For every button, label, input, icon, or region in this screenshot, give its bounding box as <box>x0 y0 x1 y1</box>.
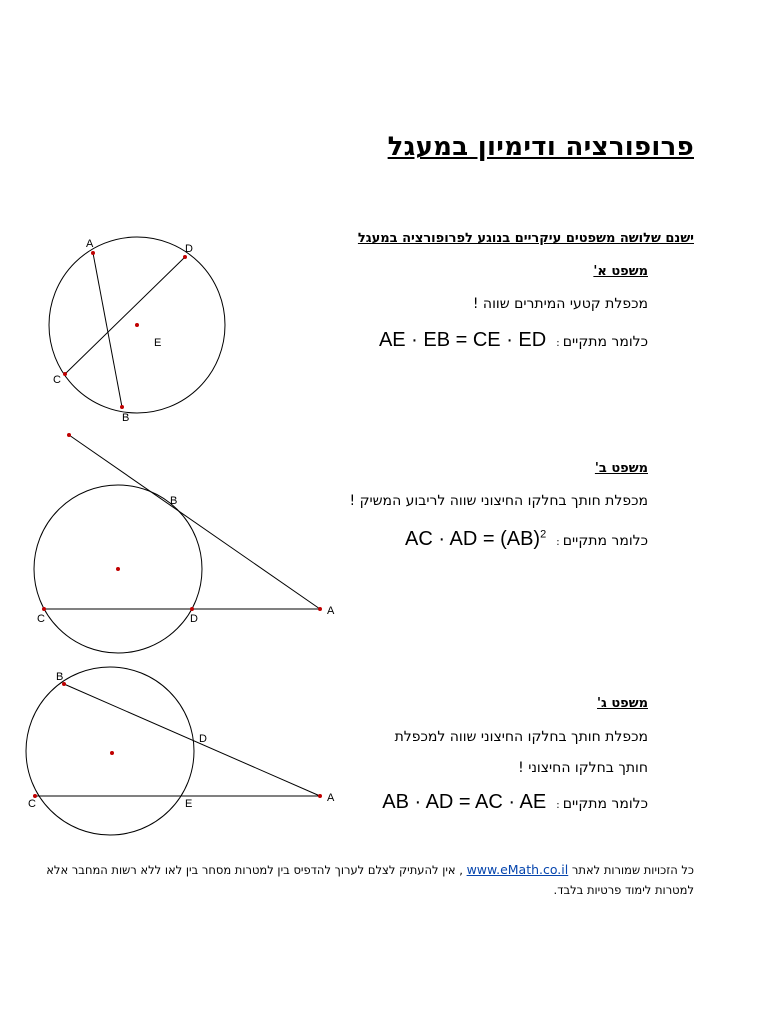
theorem-a-heading: משפט א' <box>593 264 648 279</box>
theorem-b-formula-exponent: 2 <box>540 528 547 541</box>
center-point <box>116 567 120 571</box>
page-title: פרופורציה ודימיון במעגל <box>387 132 694 162</box>
footer-text-2: , אין להעתיק לצלם לערוך להדפיס בין למטרות מסחר בין לאו ללא רשות המחבר אלא למטרות לימוד פרטיות בלבד. <box>46 863 694 897</box>
theorem-a-formula-label: כלומר מתקיים : <box>556 334 648 350</box>
diagram-tangent-secant <box>0 425 350 657</box>
label-a: A <box>327 605 335 617</box>
label-e: E <box>154 337 162 349</box>
label-b: B <box>122 412 130 424</box>
diagram-two-secants <box>0 665 350 845</box>
label-b: B <box>170 495 178 507</box>
label-d: D <box>190 613 198 625</box>
secant-ab <box>64 684 320 796</box>
theorem-b-formula <box>405 528 546 551</box>
theorem-c-statement-line1: מכפלת חותך בחלקו החיצוני שווה למכפלת <box>394 729 648 745</box>
label-c: C <box>53 374 61 386</box>
point-a <box>91 251 95 255</box>
theorem-b-formula-label: כלומר מתקיים : <box>556 533 648 549</box>
chord-ab <box>93 253 122 407</box>
theorem-c-formula-row <box>382 791 648 814</box>
label-b: B <box>56 671 64 683</box>
center-point <box>135 323 139 327</box>
point-d <box>190 607 194 611</box>
tangent-end-point <box>67 433 71 437</box>
label-c: C <box>28 798 36 810</box>
emath-link[interactable]: www.eMath.co.il <box>466 862 569 877</box>
point-c <box>63 372 67 376</box>
center-point <box>110 751 114 755</box>
theorem-c-heading: משפט ג' <box>597 696 648 711</box>
diagram-intersecting-chords <box>0 230 260 430</box>
footer-text-1: כל הזכויות שמורות לאתר <box>571 863 694 877</box>
theorem-a-formula: AE · EB = CE · ED <box>378 329 547 351</box>
label-a: A <box>86 238 94 250</box>
theorem-a-formula-row <box>379 329 648 352</box>
theorem-c-formula: AB · AD = AC · AE <box>382 791 547 813</box>
point-b <box>120 405 124 409</box>
label-d: D <box>199 733 207 745</box>
theorem-b-formula-row <box>405 528 648 551</box>
point-a <box>318 607 322 611</box>
label-e: E <box>185 798 193 810</box>
chord-cd <box>65 257 185 374</box>
theorem-c-statement-line2: חותך בחלקו החיצוני ! <box>518 760 648 776</box>
theorem-a-statement: מכפלת קטעי המיתרים שווה ! <box>472 296 648 312</box>
label-c: C <box>37 613 45 625</box>
theorem-b-statement: מכפלת חותך בחלקו החיצוני שווה לריבוע המשיק ! <box>349 493 648 509</box>
theorem-b-formula-main: AC · AD = (AB) <box>405 528 541 550</box>
point-d <box>183 255 187 259</box>
point-c <box>42 607 46 611</box>
circle-c <box>26 667 194 835</box>
theorem-b-heading: משפט ב' <box>594 461 648 476</box>
tangent-line <box>69 435 320 609</box>
copyright-footer <box>4 860 694 900</box>
point-a <box>318 794 322 798</box>
label-a: A <box>327 792 335 804</box>
label-d: D <box>185 243 193 255</box>
intro-text: ישנם שלושה משפטים עיקריים בנוגע לפרופורציה במעגל <box>357 231 694 246</box>
theorem-c-formula-label: כלומר מתקיים : <box>556 796 648 812</box>
